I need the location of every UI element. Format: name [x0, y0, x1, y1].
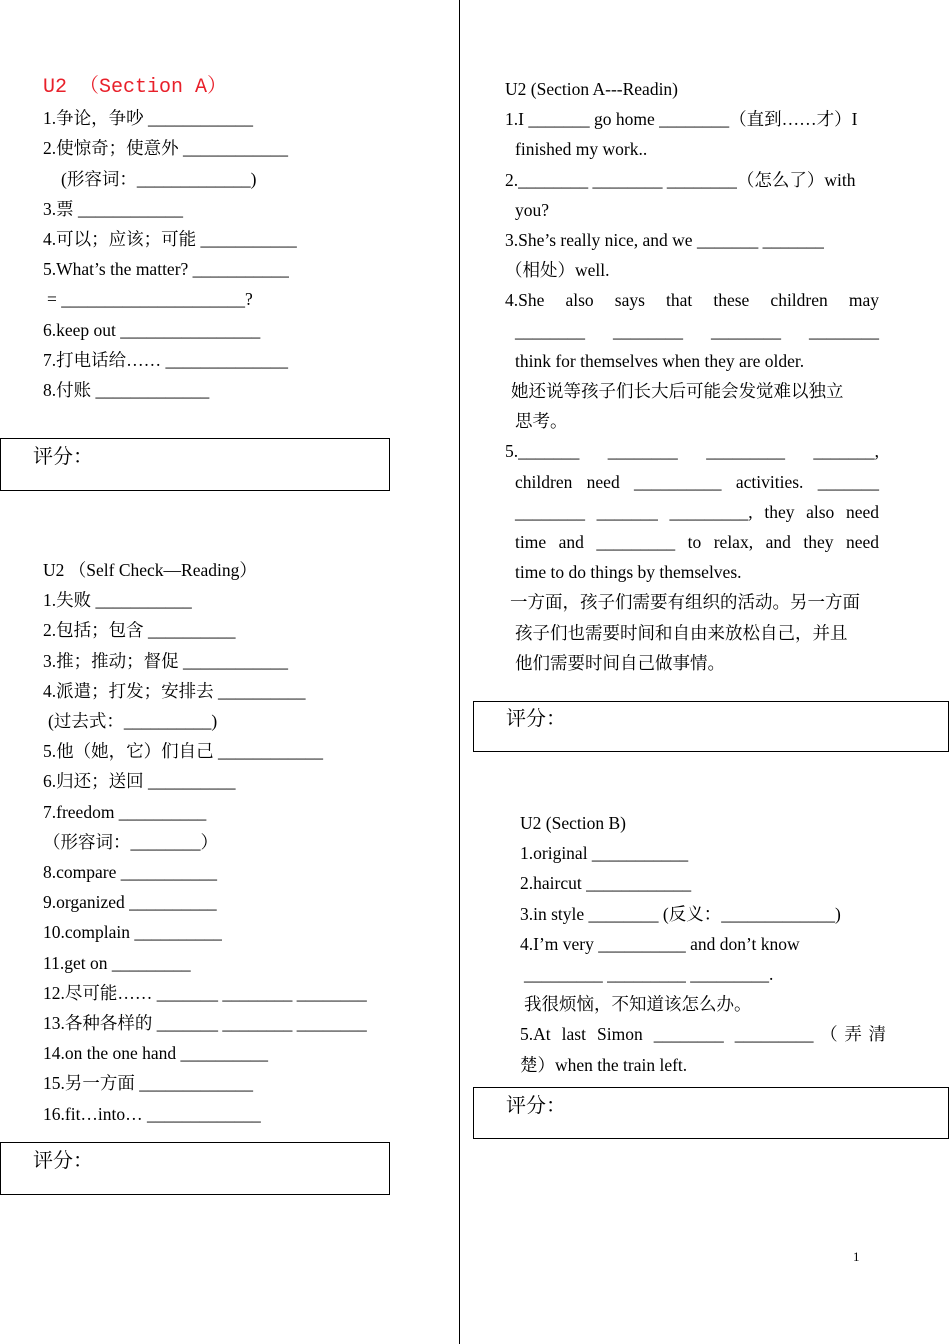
score-label: 评分：	[33, 1150, 93, 1172]
list-item: 15.另一方面 _____________	[43, 1073, 253, 1094]
list-item: 3.She’s really nice, and we _______ _______	[505, 230, 824, 251]
list-item: 11.get on _________	[43, 952, 191, 973]
list-item: 4.She also says that these children may	[505, 290, 879, 311]
list-item: (形容词：_____________)	[61, 168, 257, 189]
list-item: 16.fit…into… _____________	[43, 1103, 261, 1124]
list-item: 6.keep out ________________	[43, 319, 261, 340]
translation-line: 一方面，孩子们需要有组织的活动。另一方面	[510, 592, 860, 613]
list-item: = _____________________?	[47, 289, 253, 310]
list-item-continuation: finished my work..	[515, 139, 648, 160]
list-item: 7.打电话给…… ______________	[43, 349, 288, 370]
list-item: 6.归还；送回 __________	[43, 771, 236, 792]
list-item: 4.可以；应该；可能 ___________	[43, 229, 297, 250]
score-box-section-a-reading	[473, 701, 949, 752]
list-item: 2.haircut ____________	[520, 873, 692, 894]
section-a	[43, 73, 297, 405]
list-item: （形容词：________）	[43, 831, 218, 852]
list-item: 8.compare ___________	[43, 862, 217, 883]
section-a-title: U2 （Section A）	[43, 76, 228, 99]
list-item: 4.派遣；打发；安排去 __________	[43, 680, 306, 701]
list-item: 12.尽可能…… _______ ________ ________	[43, 982, 367, 1003]
translation-line: 思考。	[515, 411, 568, 432]
score-label: 评分：	[33, 446, 93, 468]
section-a-reading	[505, 74, 879, 678]
self-check-title: U2 （Self Check—Reading）	[43, 560, 257, 580]
section-b-title: U2 (Section B)	[520, 813, 626, 833]
list-item: 5.他（她，它）们自己 ____________	[43, 741, 323, 762]
translation-line: 孩子们也需要时间和自由来放松自己，并且	[515, 622, 848, 643]
translation-line: 我很烦恼，不知道该怎么办。	[524, 994, 752, 1015]
score-label: 评分：	[506, 708, 566, 730]
list-item: 9.organized __________	[43, 892, 217, 913]
list-item: 2.使惊奇；使意外 ____________	[43, 138, 288, 159]
list-item: 1.争论，争吵 ____________	[43, 108, 253, 129]
score-label: 评分：	[506, 1095, 566, 1117]
score-box-section-a	[0, 438, 390, 491]
list-item: 1.I _______ go home ________（直到……才）I	[505, 109, 858, 130]
list-item: 13.各种各样的 _______ ________ ________	[43, 1013, 367, 1034]
list-item: (过去式：__________)	[48, 711, 218, 732]
list-item: 5._______ ________ _________ _______,	[505, 441, 879, 462]
list-item-continuation: you?	[515, 199, 550, 220]
list-item-continuation: children need __________ activities. _______	[515, 471, 879, 492]
list-item: 1.original ___________	[520, 843, 689, 864]
list-item: 5.What’s the matter? ___________	[43, 259, 289, 280]
score-box-self-check	[0, 1142, 390, 1195]
list-item: 2.包括；包含 __________	[43, 620, 236, 641]
list-item-continuation: _________ _________ _________.	[524, 964, 774, 985]
list-item-continuation: time to do things by themselves.	[515, 562, 742, 583]
section-a-reading-title: U2 (Section A---Readin)	[505, 79, 679, 99]
list-item: 3.in style ________ (反义：_____________)	[520, 903, 841, 924]
column-divider	[459, 0, 460, 1344]
score-box-section-b	[473, 1087, 949, 1139]
section-b	[520, 808, 886, 1080]
list-item: 4.I’m very __________ and don’t know	[520, 933, 800, 954]
list-item: 10.complain __________	[43, 922, 222, 943]
translation-line: 她还说等孩子们长大后可能会发觉难以独立	[511, 381, 844, 402]
list-item: 8.付账 _____________	[43, 380, 210, 401]
list-item: 7.freedom __________	[43, 801, 207, 822]
list-item: 3.推；推动；督促 ____________	[43, 650, 288, 671]
list-item-continuation: ________ ________ ________ ________	[515, 320, 879, 341]
self-check-section	[43, 555, 367, 1129]
list-item-continuation: think for themselves when they are older.	[515, 350, 805, 371]
list-item: 3.票 ____________	[43, 198, 183, 219]
list-item-continuation: 楚）when the train left.	[520, 1054, 688, 1075]
list-item: 1.失败 ___________	[43, 590, 192, 611]
list-item: 2.________ ________ ________（怎么了）with	[505, 169, 856, 190]
list-item: 5.At last Simon ________ _________（弄清	[520, 1024, 886, 1045]
page-number: 1	[853, 1249, 860, 1264]
list-item-continuation: ________ _______ _________, they also need	[515, 501, 879, 522]
list-item-continuation: time and _________ to relax, and they need	[515, 532, 879, 553]
list-item-continuation: （相处）well.	[505, 260, 610, 281]
translation-line: 他们需要时间自己做事情。	[515, 652, 725, 673]
list-item: 14.on the one hand __________	[43, 1043, 269, 1064]
